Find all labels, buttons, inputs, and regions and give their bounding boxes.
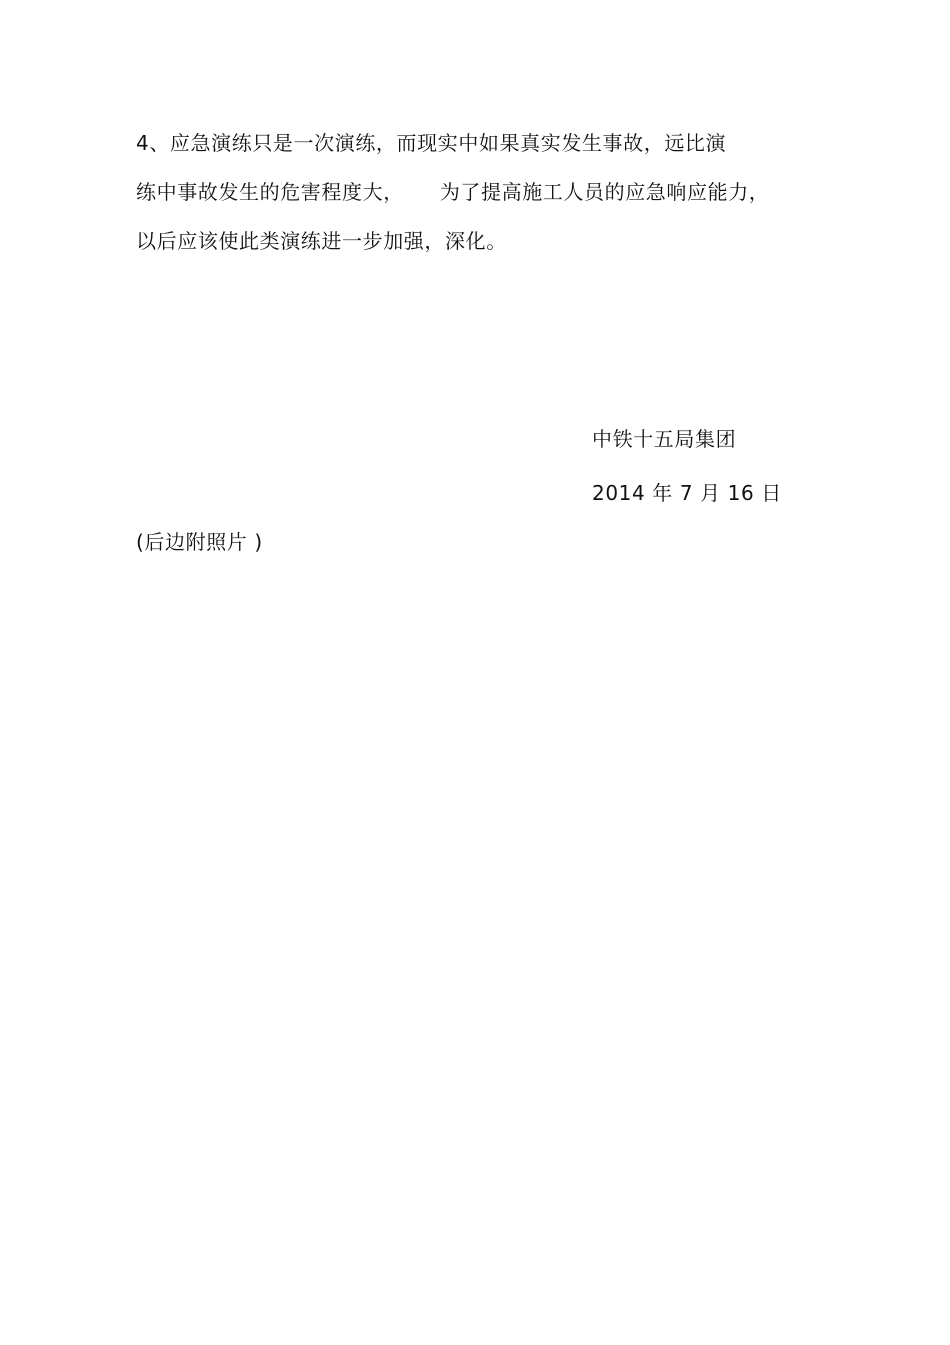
paragraph-line-3: 以后应该使此类演练进一步加强，深化。 [136,229,507,253]
paragraph-line-2 [136,180,769,204]
paragraph-line-1: 4、应急演练只是一次演练，而现实中如果真实发生事故，远比演 [136,131,727,155]
signature-date: 2014 年 7 月 16 日 [592,481,782,505]
signature-organization: 中铁十五局集团 [592,427,737,451]
paragraph-line-2-part-2: 为了提高施工人员的应急响应能力， [439,180,770,204]
attachment-note: (后边附照片 ) [136,530,263,554]
paragraph-line-2-part-1: 练中事故发生的危害程度大， [136,180,404,204]
